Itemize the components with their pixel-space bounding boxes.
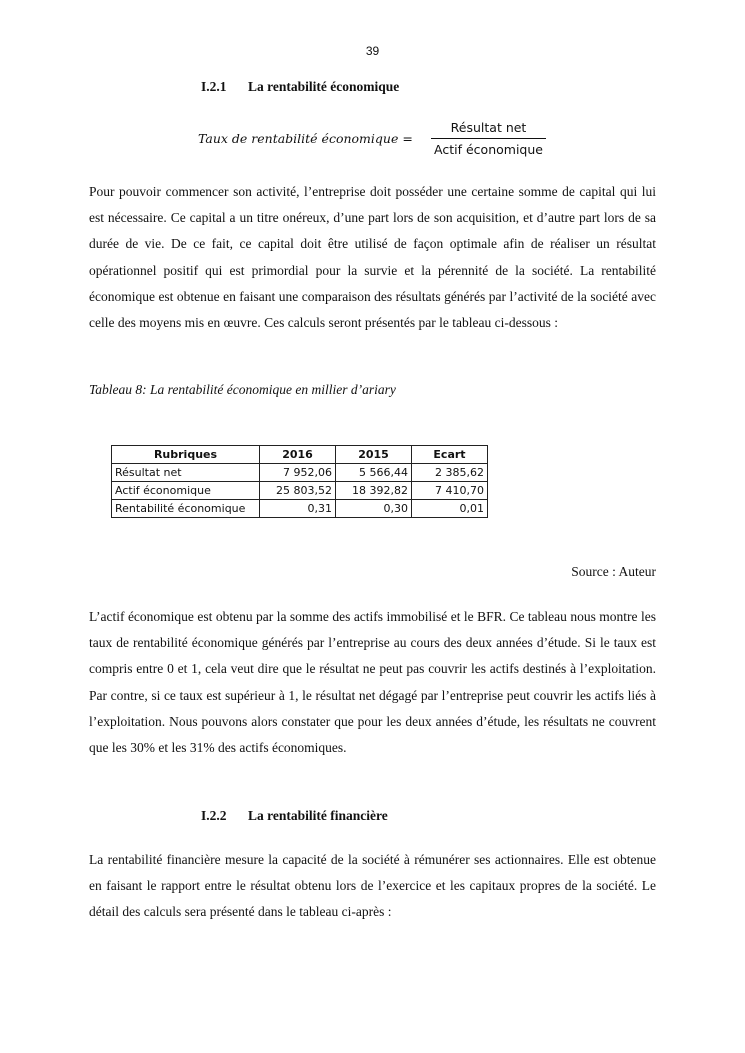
cell-2016: 7 952,06 [260, 464, 336, 482]
cell-ecart: 0,01 [412, 500, 488, 518]
table-row [112, 500, 488, 518]
cell-2015: 5 566,44 [336, 464, 412, 482]
section-heading-2 [201, 808, 388, 824]
section-number: I.2.1 [201, 79, 227, 94]
rentabilite-table [111, 445, 488, 518]
formula-denominator: Actif économique [434, 142, 543, 157]
paragraph-2: L’actif économique est obtenu par la somme des actifs immobilisé et le BFR. Ce tableau nous montre les taux de rentabilité économique générés par l’entreprise au cours des deux années d’étude. Si le taux est compris entre 0 et 1, cela veut dire que le résultat ne peut pas couvrir les actifs destinés à l’exploitation. Par contre, si ce taux est supérieur à 1, le résultat net dégagé par l’entreprise peut couvrir les actifs liés à l’exploitation. Nous pouvons alors constater que pour les deux années d’étude, les résultats ne couvrent que les 30% et les 31% des actifs économiques. [89, 609, 656, 756]
header-2016: 2016 [260, 446, 336, 464]
section-title: La rentabilité économique [248, 79, 400, 94]
formula [0, 120, 745, 164]
formula-numerator: Résultat net [431, 120, 546, 139]
section-number: I.2.2 [201, 808, 227, 823]
table-source: Source : Auteur [571, 564, 656, 579]
paragraph-1: Pour pouvoir commencer son activité, l’entreprise doit posséder une certaine somme de capital qui lui est nécessaire. Ce capital a un titre onéreux, d’une part lors de son acquisition, et d’autre part lors de sa durée de vie. De ce fait, ce capital doit être utilisé de façon optimale afin de réaliser un résultat opérationnel positif qui est primordial pour la survie et la pérennité de la société. La rentabilité économique est obtenue en faisant une comparaison des résultats générés par l’activité de la société avec celle des moyens mis en œuvre. Ces calculs seront présentés par le tableau ci-dessous : [89, 184, 656, 331]
row-label: Rentabilité économique [112, 500, 260, 518]
row-label: Résultat net [112, 464, 260, 482]
table-row [112, 464, 488, 482]
header-2015: 2015 [336, 446, 412, 464]
cell-ecart: 7 410,70 [412, 482, 488, 500]
cell-2016: 25 803,52 [260, 482, 336, 500]
section-title: La rentabilité financière [248, 808, 388, 823]
paragraph-3: La rentabilité financière mesure la capacité de la société à rémunérer ses actionnaires. Elle est obtenue en faisant le rapport entre le résultat obtenu lors de l’exercice et les capitaux propres de la société. Le détail des calculs sera présenté dans le tableau ci-après : [89, 852, 656, 920]
formula-lhs: Taux de rentabilité économique = [198, 131, 413, 146]
section-heading-1 [201, 79, 399, 95]
row-label: Actif économique [112, 482, 260, 500]
header-rubriques: Rubriques [112, 446, 260, 464]
table-caption: Tableau 8: La rentabilité économique en millier d’ariary [89, 382, 396, 397]
header-ecart: Ecart [412, 446, 488, 464]
cell-2015: 0,30 [336, 500, 412, 518]
cell-2015: 18 392,82 [336, 482, 412, 500]
page-number: 39 [365, 44, 380, 58]
formula-fraction [431, 120, 546, 157]
cell-ecart: 2 385,62 [412, 464, 488, 482]
table-row [112, 482, 488, 500]
table-header-row [112, 446, 488, 464]
cell-2016: 0,31 [260, 500, 336, 518]
